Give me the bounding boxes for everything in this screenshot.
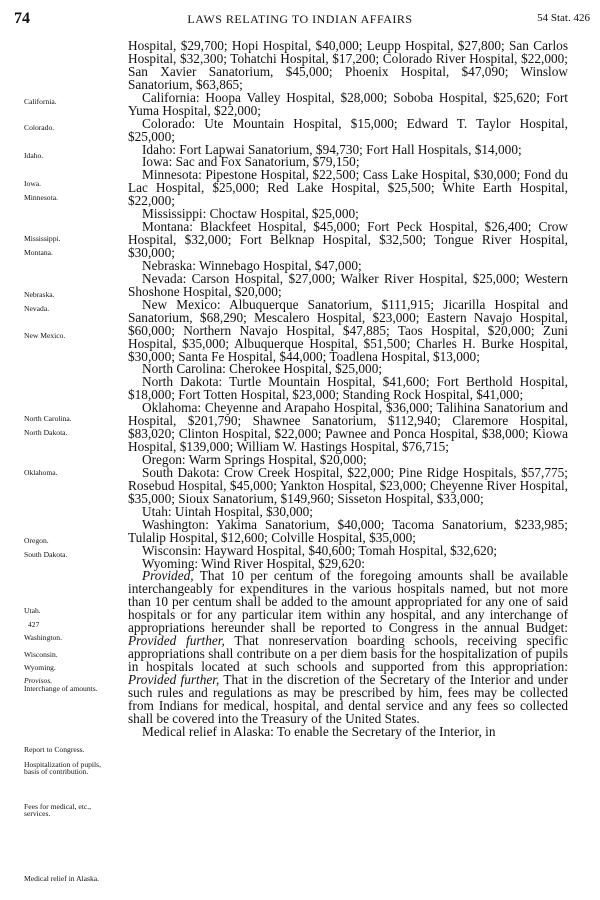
statute-body xyxy=(128,40,568,739)
paragraph-oklahoma: Oklahoma: Cheyenne and Arapaho Hospital, $36,000; Talihina Sanatorium and Hospital, $201,790; Shawnee Sanatorium, $112,940; Claremore Hospital, $83,020; Clinton Hospital, $22,000; Pawnee and Ponca Hospital, $38,000; Kiowa Hospital, $139,000; William W. Hastings Hospital, $76,715; xyxy=(128,400,568,455)
paragraph-washington: Washington: Yakima Sanatorium, $40,000; Tacoma Sanatorium, $233,985; Tulalip Hospital, $12,600; Colville Hospital, $35,000; xyxy=(128,516,568,545)
margin-note-page-ref: 427 xyxy=(28,620,40,629)
margin-note-report: Report to Congress. xyxy=(24,745,85,754)
margin-note-nebraska: Nebraska. xyxy=(24,290,55,299)
paragraph-wisconsin: Wisconsin: Hayward Hospital, $40,600; Tomah Hospital, $32,620; xyxy=(142,542,498,558)
paragraph-north-carolina: North Carolina: Cherokee Hospital, $25,000; xyxy=(142,361,383,377)
margin-note-utah: Utah. xyxy=(24,606,41,615)
paragraph-arizona-cont: Hospital, $29,700; Hopi Hospital, $40,000; Leupp Hospital, $27,800; San Carlos Hospital, $32,300; Tohatchi Hospital, $17,200; Colorado River Hospital, $22,000; San Xavier Sanatorium, $45,000; Phoenix Hospital, $47,090; Winslow Sanatorium, $63,865; xyxy=(128,38,568,92)
margin-note-south-dakota: South Dakota. xyxy=(24,550,68,559)
margin-note-oregon: Oregon. xyxy=(24,536,49,545)
margin-note-new-mexico: New Mexico. xyxy=(24,331,66,340)
paragraph-new-mexico: New Mexico: Albuquerque Sanatorium, $111,915; Jicarilla Hospital and Sanatorium, $68,290; Mescalero Hospital, $23,000; Eastern Navajo Hospital, $60,000; Northern Navajo Hospital, $47,885; Taos Hospital, $20,000; Zuni Hospital, $35,000; Albuquerque Hospital, $51,500; Charles H. Burke Hospital, $30,000; Santa Fe Hospital, $44,000; Toadlena Hospital, $13,000; xyxy=(128,296,568,364)
running-title: LAWS RELATING TO INDIAN AFFAIRS xyxy=(187,12,413,26)
margin-note-hospitalization: Hospitalization of pupils, basis of contribution. xyxy=(24,760,101,777)
paragraph-iowa: Iowa: Sac and Fox Sanatorium, $79,150; xyxy=(142,154,360,170)
paragraph-colorado: Colorado: Ute Mountain Hospital, $15,000; Edward T. Taylor Hospital, $25,000; xyxy=(128,115,568,144)
margin-note-idaho: Idaho. xyxy=(24,151,44,160)
margin-note-wyoming: Wyoming. xyxy=(24,663,56,672)
paragraph-wyoming: Wyoming: Wind River Hospital, $29,620: xyxy=(142,555,365,571)
paragraph-alaska: Medical relief in Alaska: To enable the Secretary of the Interior, in xyxy=(142,723,496,739)
paragraph-oregon: Oregon: Warm Springs Hospital, $20,000; xyxy=(142,452,367,467)
paragraph-south-dakota: South Dakota: Crow Creek Hospital, $22,000; Pine Ridge Hospitals, $57,775; Rosebud Hospital, $45,000; Yankton Hospital, $23,000; Cheyenne River Hospital, $35,000; Sioux Sanatorium, $149,960; Sisseton Hospital, $33,000; xyxy=(128,464,568,506)
margin-note-interchange: Interchange of amounts. xyxy=(24,684,98,693)
proviso-text-3: That in the discretion of the Secretary of the Interior and under such rules and regulations as may be prescribed by him, fees may be collected from Indians for medical, hospital, and dental service and any fees so collected shall be covered into the Treasury of the United States. xyxy=(128,671,568,726)
page-header xyxy=(0,0,600,26)
margin-note-fees: Fees for medical, etc., services. xyxy=(24,802,92,819)
margin-note-north-carolina: North Carolina. xyxy=(24,414,72,423)
paragraph-california: California: Hoopa Valley Hospital, $28,000; Soboba Hospital, $25,620; Fort Yuma Hospital, $22,000; xyxy=(128,89,568,118)
proviso-label-1: Provided, xyxy=(142,568,194,584)
margin-note-nevada: Nevada. xyxy=(24,304,50,313)
margin-note-washington: Washington. xyxy=(24,633,62,642)
paragraph-minnesota: Minnesota: Pipestone Hospital, $22,500; Cass Lake Hospital, $30,000; Fond du Lac Hospital, $25,000; Red Lake Hospital, $25,500; White Earth Hospital, $22,000; xyxy=(128,167,568,209)
paragraph-mississippi: Mississippi: Choctaw Hospital, $25,000; xyxy=(142,206,359,222)
statute-citation: 54 Stat. 426 xyxy=(537,12,590,24)
margin-note-colorado: Colorado. xyxy=(24,123,55,132)
margin-note-north-dakota: North Dakota. xyxy=(24,428,68,437)
paragraph-nevada: Nevada: Carson Hospital, $27,000; Walker River Hospital, $25,000; Western Shoshone Hospital, $20,000; xyxy=(128,270,568,299)
proviso-label-3: Provided further, xyxy=(128,671,220,687)
proviso-text-1: That 10 per centum of the foregoing amounts shall be available interchangeably for expenditures in the various hospitals named, but not more than 10 per centum shall be added to the amount appropriated for any one of said hospitals or for any particular item within any hospital, and any interchange of appropriations hereunder shall be reported to Congress in the annual Budget: xyxy=(128,568,568,636)
margin-note-california: California. xyxy=(24,97,57,106)
proviso-text-2: That nonreservation boarding schools, receiving specific appropriations shall contribute on a per diem basis for the hospitalization of pupils in hospitals located at such schools and supported from this appropriation: xyxy=(128,633,568,674)
margin-note-alaska: Medical relief in Alaska. xyxy=(24,874,100,883)
paragraph-nebraska: Nebraska: Winnebago Hospital, $47,000; xyxy=(142,257,362,273)
margin-note-oklahoma: Oklahoma. xyxy=(24,468,58,477)
paragraph-north-dakota: North Dakota: Turtle Mountain Hospital, $41,600; Fort Berthold Hospital, $18,000; Fort Totten Hospital, $23,000; Standing Rock Hospital, $41,000; xyxy=(128,374,568,403)
margin-note-minnesota: Minnesota. xyxy=(24,193,58,202)
paragraph-montana: Montana: Blackfeet Hospital, $45,000; Fort Peck Hospital, $26,400; Crow Hospital, $32,000; Fort Belknap Hospital, $32,500; Tongue River Hospital, $30,000; xyxy=(128,219,568,260)
margin-note-mississippi: Mississippi. xyxy=(24,234,61,243)
page-number: 74 xyxy=(14,10,30,27)
margin-note-provisos: Provisos. xyxy=(24,676,53,685)
paragraph-idaho: Idaho: Fort Lapwai Sanatorium, $94,730; Fort Hall Hospitals, $14,000; xyxy=(142,141,522,157)
margin-note-wisconsin: Wisconsin. xyxy=(24,650,58,659)
margin-note-montana: Montana. xyxy=(24,248,53,257)
proviso-label-2: Provided further, xyxy=(128,633,225,649)
margin-note-iowa: Iowa. xyxy=(24,179,42,188)
paragraph-provisos xyxy=(128,570,568,725)
paragraph-utah: Utah: Uintah Hospital, $30,000; xyxy=(142,503,313,519)
